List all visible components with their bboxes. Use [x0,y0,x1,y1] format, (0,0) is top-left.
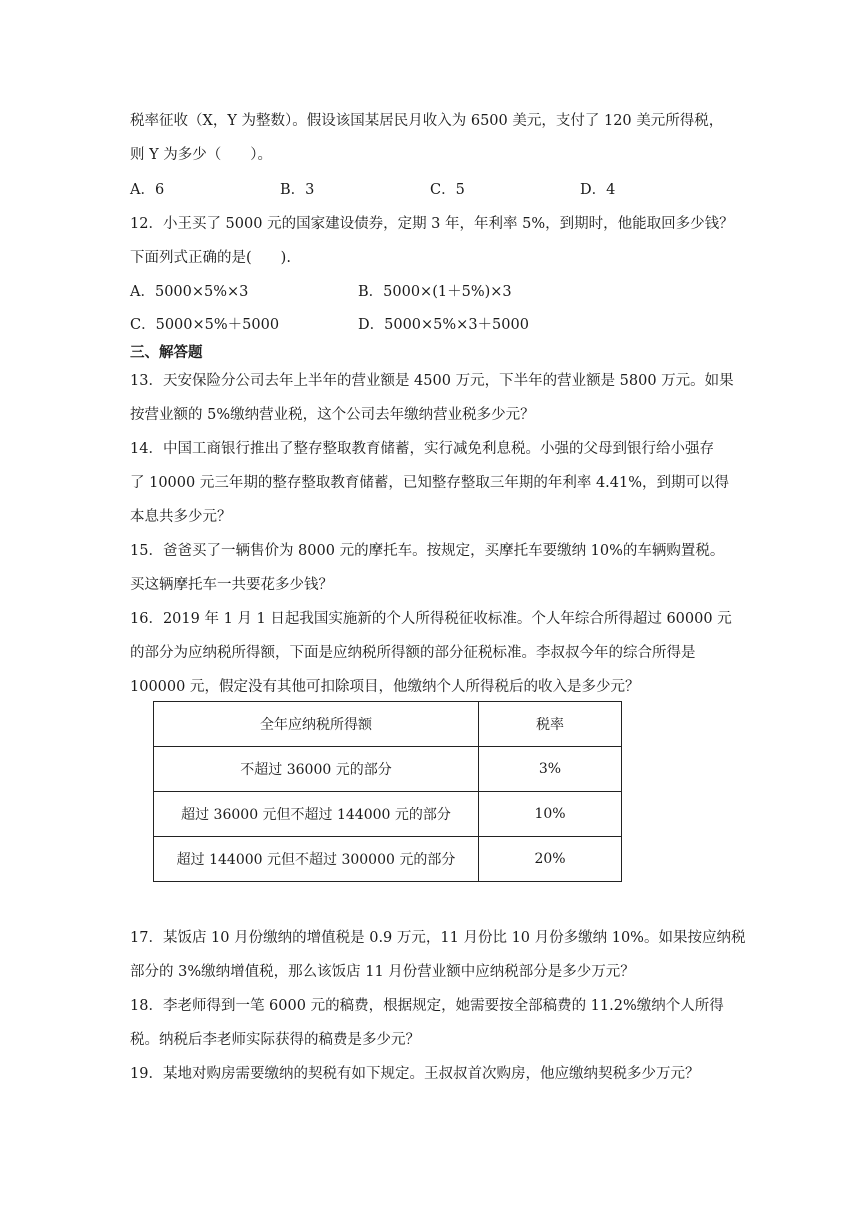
table-cell: 20% [479,837,622,882]
q14-text-line3: 本息共多少元？ [130,509,232,525]
q15-text-line2: 买这辆摩托车一共要花多少钱？ [130,577,333,593]
q14-text-line1: 14．中国工商银行推出了整存整取教育储蓄，实行减免利息税。小强的父母到银行给小强存 [130,441,714,457]
q12-option-c: C．5000×5%＋5000 [130,317,280,333]
q11-option-c: C．5 [430,182,465,198]
q18-text-line1: 18．李老师得到一笔 6000 元的稿费，根据规定，她需要按全部稿费的 11.2%缴纳个人所得 [130,998,724,1014]
table-row [154,792,622,837]
q12-text-line2: 下面列式正确的是( ). [130,250,291,266]
q14-text-line2: 了 10000 元三年期的整存整取教育储蓄，已知整存整取三年期的年利率 4.41%，到期可以得 [130,475,730,491]
q13-text-line1: 13．天安保险分公司去年上半年的营业额是 4500 万元，下半年的营业额是 5800 万元。如果 [130,373,734,389]
q12-option-d: D．5000×5%×3＋5000 [358,317,529,333]
table-row [154,747,622,792]
q16-text-line3: 100000 元，假定没有其他可扣除项目，他缴纳个人所得税后的收入是多少元？ [130,679,640,695]
tax-rate-table [153,701,622,882]
table-cell: 超过 36000 元但不超过 144000 元的部分 [154,792,479,837]
q18-text-line2: 税。纳税后李老师实际获得的稿费是多少元？ [130,1032,420,1048]
table-header-row [154,702,622,747]
q12-text-line1: 12．小王买了 5000 元的国家建设债券，定期 3 年，年利率 5%，到期时，他能取回多少钱？ [130,216,734,232]
table-header-cell: 税率 [479,702,622,747]
table-cell: 10% [479,792,622,837]
q17-text-line2: 部分的 3%缴纳增值税，那么该饭店 11 月份营业额中应纳税部分是多少万元？ [130,964,635,980]
q11-text-line2: 则 Y 为多少（ ）。 [130,147,273,163]
table-header-cell: 全年应纳税所得额 [154,702,479,747]
q11-option-b: B．3 [280,182,315,198]
q19-text-line1: 19．某地对购房需要缴纳的契税有如下规定。王叔叔首次购房，他应缴纳契税多少万元？ [130,1066,700,1082]
q16-text-line2: 的部分为应纳税所得额，下面是应纳税所得额的部分征税标准。李叔叔今年的综合所得是 [130,645,696,661]
q13-text-line2: 按营业额的 5%缴纳营业税，这个公司去年缴纳营业税多少元？ [130,407,535,423]
table-cell: 3% [479,747,622,792]
q12-option-a: A．5000×5%×3 [130,284,249,300]
q11-text-line1: 税率征收（X，Y 为整数）。假设该国某居民月收入为 6500 美元，支付了 120 美元所得税， [130,113,724,129]
table-row [154,837,622,882]
section-heading: 三、解答题 [130,345,203,361]
q16-text-line1: 16．2019 年 1 月 1 日起我国实施新的个人所得税征收标准。个人年综合所得超过 60000 元 [130,611,732,627]
q12-option-b: B．5000×(1＋5%)×3 [358,284,512,300]
q15-text-line1: 15．爸爸买了一辆售价为 8000 元的摩托车。按规定，买摩托车要缴纳 10%的车辆购置税。 [130,543,725,559]
table-cell: 不超过 36000 元的部分 [154,747,479,792]
q11-option-a: A．6 [130,182,165,198]
q17-text-line1: 17．某饭店 10 月份缴纳的增值税是 0.9 万元，11 月份比 10 月份多缴纳 10%。如果按应纳税 [130,930,746,946]
q11-option-d: D．4 [580,182,616,198]
table-cell: 超过 144000 元但不超过 300000 元的部分 [154,837,479,882]
